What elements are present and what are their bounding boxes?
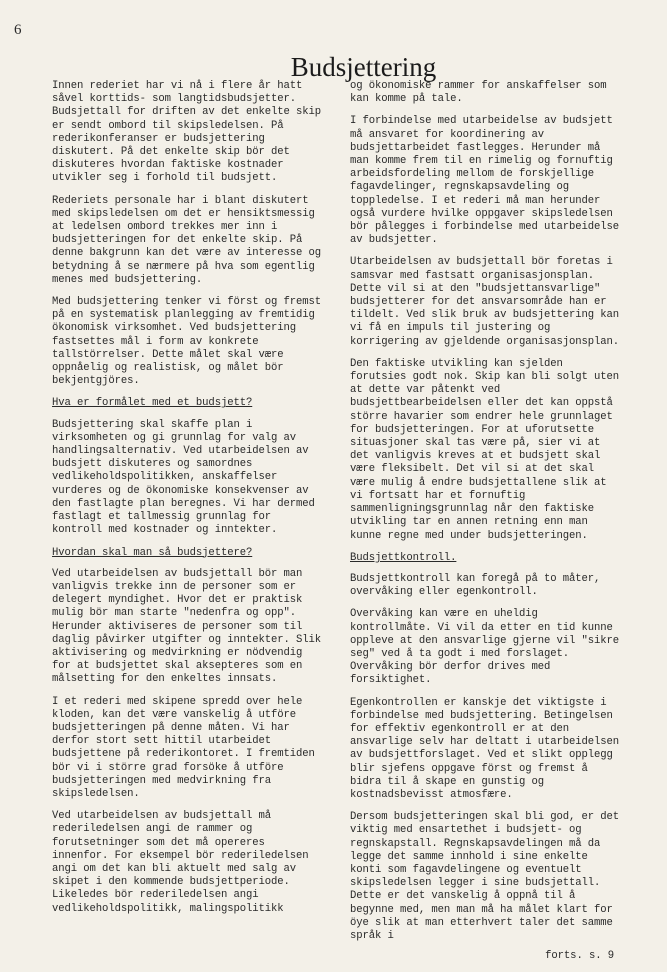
page-title: Budsjettering	[290, 52, 437, 83]
paragraph: Den faktiske utvikling kan sjelden forutsies godt nok. Skip kan bli solgt uten at dette var påtenkt ved budsjettbearbeidelsen eller det kan oppstå större havarier som endrer hele grunnlaget for budsjetteringen. For at uforutsette situasjoner skal tas være på, sier vi at det vanligvis kreves at et budsjett skal være fleksibelt. Det vil si at det skal være mulig å endre budsjettallene slik at vi fortsatt har et fornuftig sammenligningsgrunnlag når den faktiske utvikling tar en annen retning enn man kunne regne med under budsjetteringen.	[350, 357, 620, 542]
paragraph: Ved utarbeidelsen av budsjettall må rederiledelsen angi de rammer og forutsetninger som det må opereres innenfor. For eksempel bör rederiledelsen angi om det kan bli aktuelt med salg av skipet i den kommende budsjettperiode. Likeledes bör rederiledelsen angi vedlikeholdspolitikk, malingspolitikk	[52, 810, 309, 915]
paragraph: Ved utarbeidelsen av budsjettall bör man vanligvis trekke inn de personer som er delegert myndighet. Hvor det er praktisk mulig bör man starte "nedenfra og opp". Herunder aktiviseres de personer som til daglig påvirker utgifter og inntekter. Slik aktivisering og medvirkning er nödvendig for at budsjettet skal aksepteres som en målsetting for den enkeltes innsats.	[52, 567, 322, 686]
paragraph: Overvåking kan være en uheldig kontrollmåte. Vi vil da etter en tid kunne oppleve at den ansvarlige gjerne vil "sikre seg" ved å ta godt i med forslaget. Overvåking bör derfor drives med forsiktighet.	[350, 608, 620, 687]
paragraph: I et rederi med skipene spredd over hele kloden, kan det være vanskelig å utföre budsjetteringen på denne måten. Vi har derfor stort sett hittil utarbeidet budsjettene på rederikontoret. I fremtiden bör vi i större grad forsöke å utföre budsjetteringen med medvirkning fra skipsledelsen.	[52, 695, 315, 800]
page-number: 6	[14, 22, 22, 38]
paragraph: I forbindelse med utarbeidelse av budsjett må ansvaret for koordinering av budsjettarbeidet fastlegges. Herunder må man komme frem til en rimelig og fornuftig arbeidsfordeling mellom de forskjellige fagavdelinger, regnskapsavdeling og toppledelse. I et rederi må man herunder også vurdere hvilke oppgaver skipsledelsen bör pålegges i forbindelse med utarbeidelse av budsjetter.	[350, 115, 620, 247]
paragraph: Med budsjettering tenker vi först og fremst på en systematisk planlegging av fremtidig ökonomisk virksomhet. Ved budsjettering fastsettes mål i form av konkrete tallstörrelser. Dette målet skal være oppnåelig og realistisk, og målet bör bekjentgjöres.	[52, 296, 322, 388]
paragraph: Budsjettkontroll kan foregå på to måter, overvåking eller egenkontroll.	[350, 572, 601, 599]
paragraph: Dersom budsjetteringen skal bli god, er det viktig med ensartethet i budsjett- og regnskapstall. Regnskapsavdelingen må da legge det samme innhold i sine enkelte konti som fagavdelingene og eventuelt skipsledelsen legger i sine budsjettall. Dette er det vanskelig å oppnå til å begynne med, men man må ha målet klart for öye slik at man etterhvert taler det samme språk i	[350, 811, 620, 942]
paragraph: Rederiets personale har i blant diskutert med skipsledelsen om det er hensiktsmessig at ledelsen ombord trekkes mer inn i budsjetteringen for det enkelte skip. På denne bakgrunn kan det være av interesse og betydning å se nærmere på hva som egentlig menes med budsjettering.	[52, 194, 322, 286]
continued-note: forts. s. 9	[545, 950, 614, 963]
paragraph: Budsjettering skal skaffe plan i virksomheten og gi grunnlag for valg av handlingsalternativ. Ved utarbeidelsen av budsjett diskuteres og samordnes vedlikeholdspolitikken, anskaffelser vurderes og de ökonomiske konsekvenser av den fastlagte plan beregnes. Vi har dermed fastlagt et tallmessig grunnlag for kontroll med kostnader og inntekter.	[52, 418, 315, 537]
paragraph: Egenkontrollen er kanskje det viktigste i forbindelse med budsjettering. Betingelsen for effektiv egenkontroll er at den ansvarlige selv har deltatt i utarbeidelsen av budsjettforslaget. Ved et slikt opplegg blir sjefens oppgave först og fremst å bidra til å skape en gunstig og kostnadsbevisst atmosfære.	[350, 696, 620, 801]
section-heading: Hva er formålet med et budsjett?	[52, 397, 253, 410]
left-column	[52, 80, 322, 925]
paragraph: og ökonomiske rammer for anskaffelser som kan komme på tale.	[350, 80, 607, 106]
right-column	[350, 80, 622, 972]
section-heading: Hvordan skal man så budsjettere?	[52, 546, 253, 559]
paragraph: Innen rederiet har vi nå i flere år hatt såvel korttids- som langtidsbudsjetter. Budsjettall for driften av det enkelte skip er sendt ombord til skipsledelsen. På rederikonferanser er budsjettering diskutert. På det enkelte skip bör det diskuteres hvordan faktiske kostnader utvikler seg i forhold til budsjett.	[52, 80, 322, 185]
section-heading: Budsjettkontroll.	[350, 551, 457, 564]
paragraph: Utarbeidelsen av budsjettall bör foretas i samsvar med fastsatt organisasjonsplan. Dette vil si at den "budsjettansvarlige" budsjetterer for det ansvarsområde han er tildelt. Ved slik bruk av budsjettering kan vi få en impuls til justering og korrigering av gjeldende organisasjonsplan.	[350, 256, 620, 348]
